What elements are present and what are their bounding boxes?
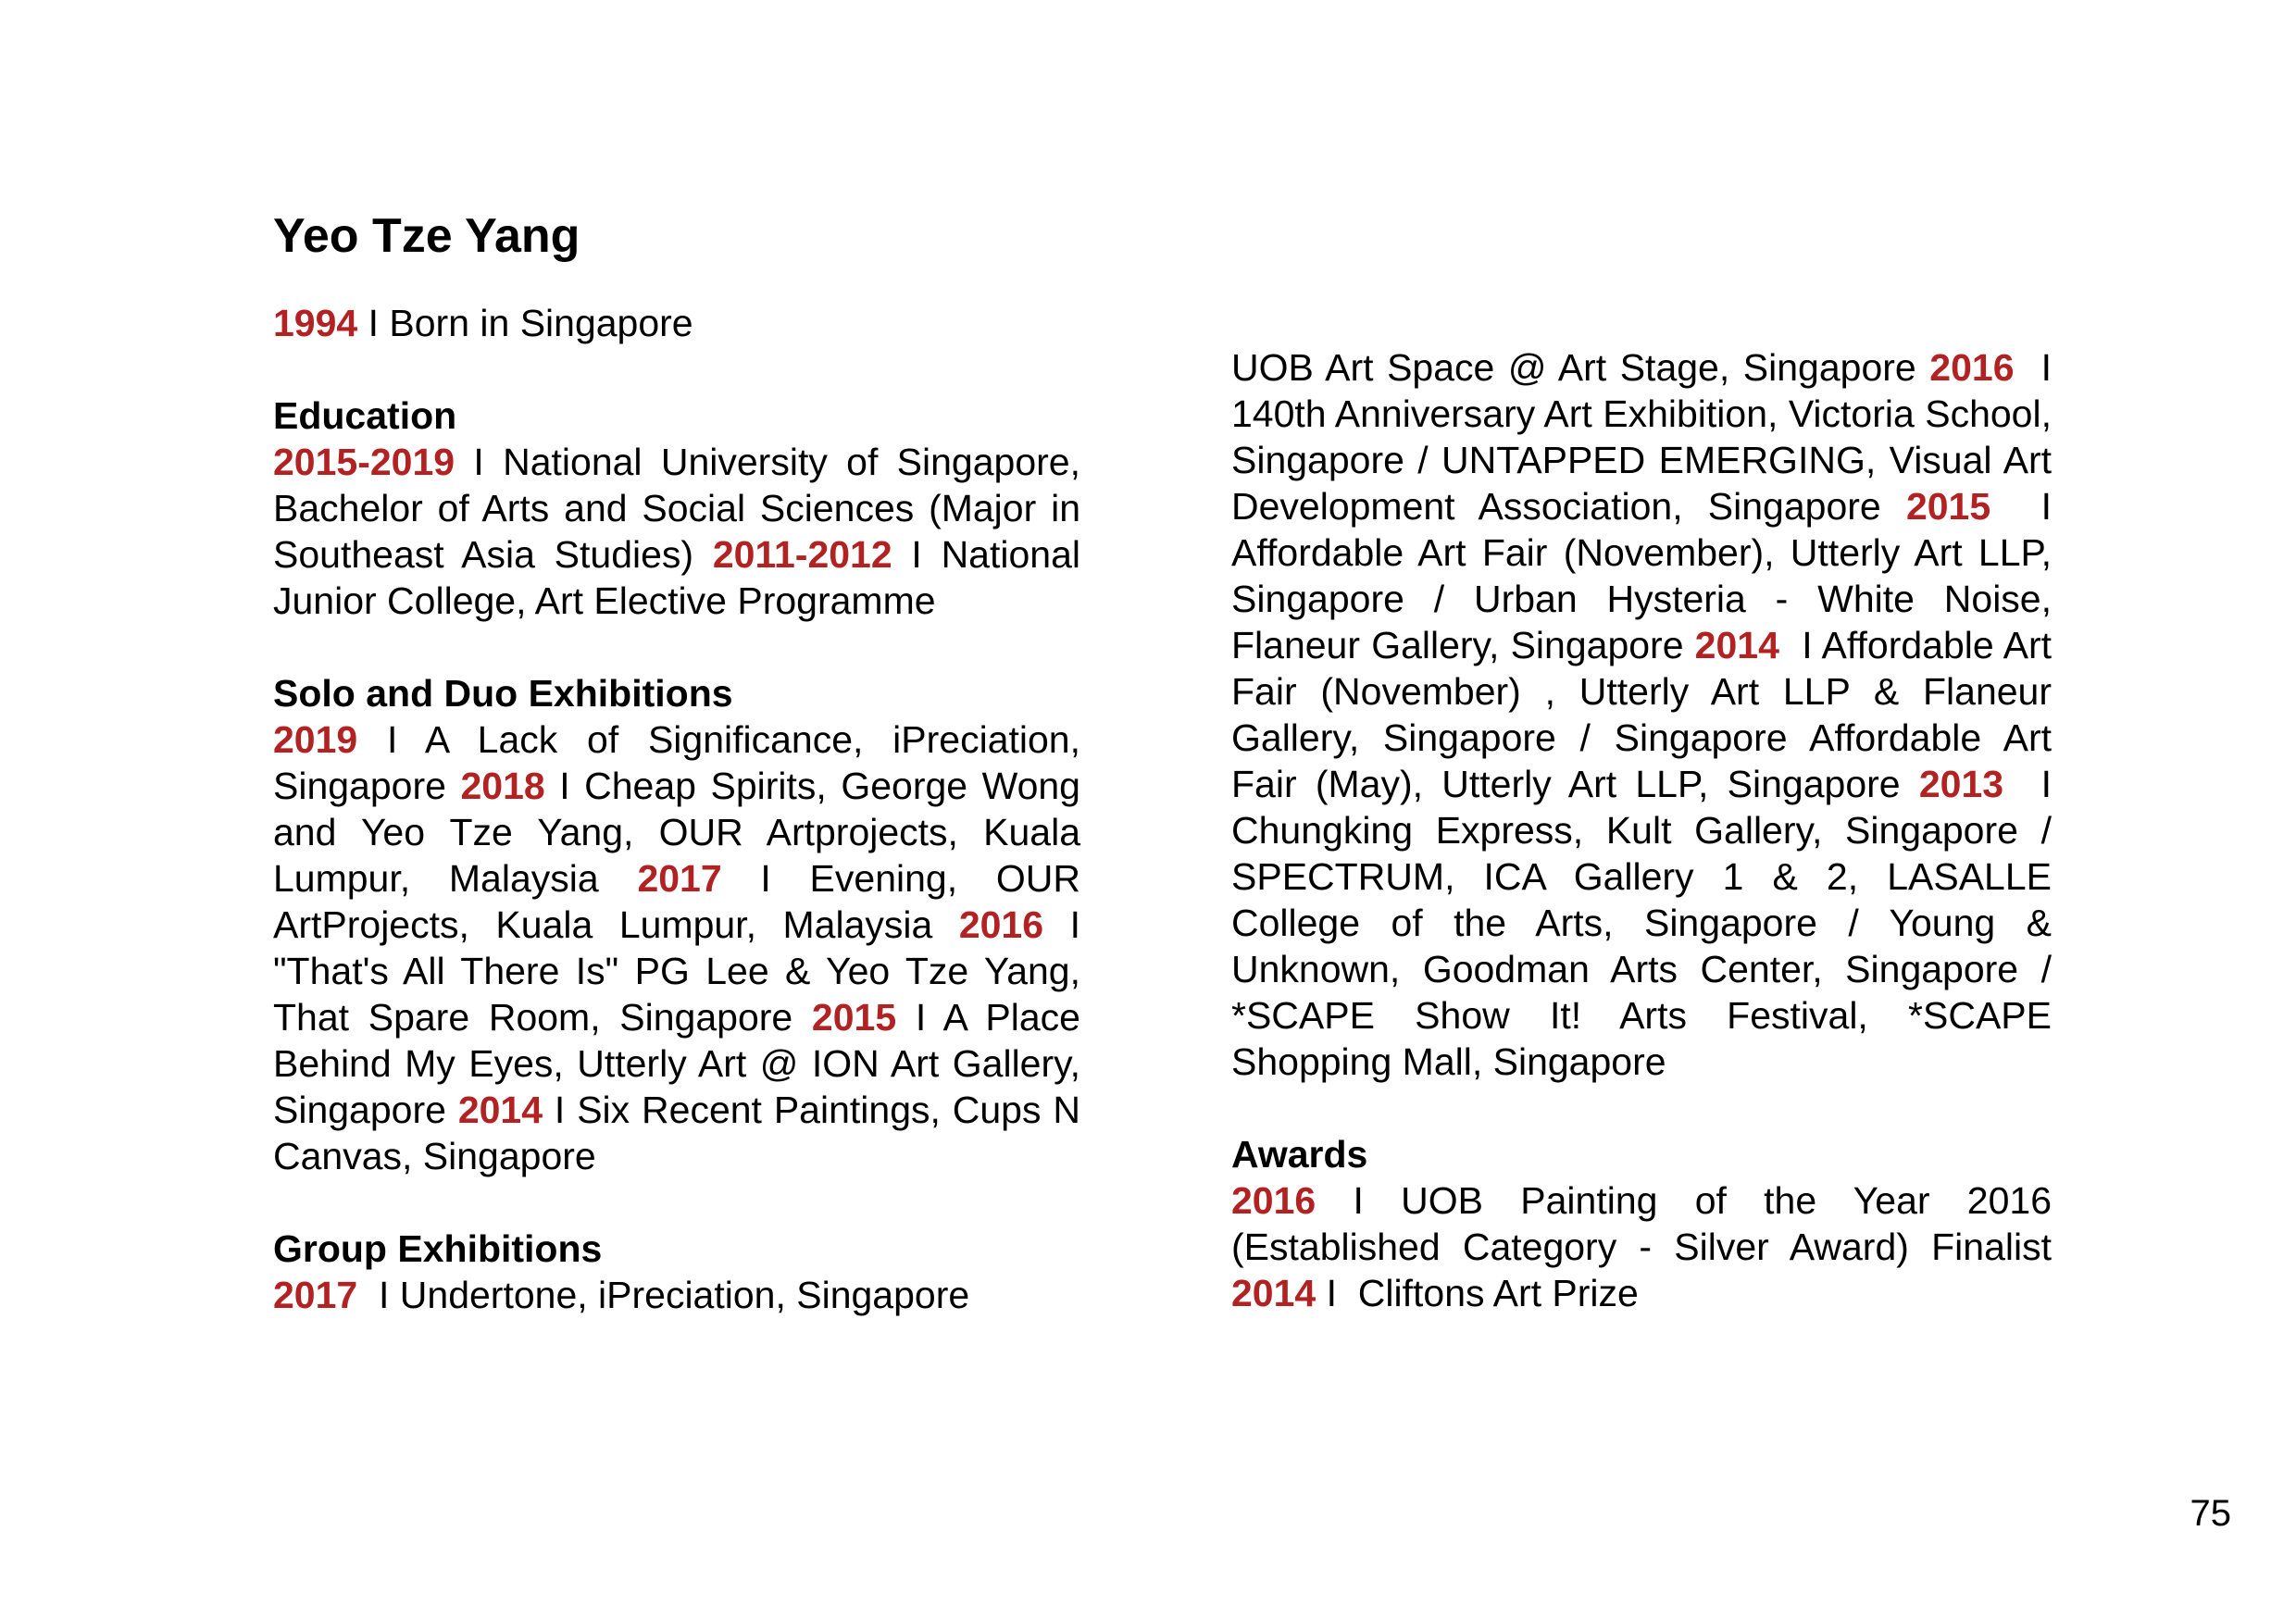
year-highlight: 2017 — [637, 857, 722, 900]
right-column — [1231, 344, 2052, 1363]
year-highlight: 2016 — [1929, 346, 2015, 389]
body-text: I UOB Painting of the Year 2016 (Established Category - Silver Award) Finalist — [1231, 1179, 2052, 1268]
awards-body — [1231, 1177, 2052, 1316]
body-text: I Evening, OUR ArtProjects, Kuala Lumpur, Malaysia — [273, 857, 1080, 946]
year-highlight: 2015 — [811, 996, 897, 1039]
group-exhibitions-continuation — [1231, 344, 2052, 1085]
education-heading: Education — [273, 394, 457, 437]
body-text: I National Junior College, Art Elective Programme — [273, 533, 1081, 622]
year-highlight: 1994 — [273, 302, 358, 344]
solo-duo-exhibitions-heading: Solo and Duo Exhibitions — [273, 672, 733, 715]
body-text: I Six Recent Paintings, Cups N Canvas, Singapore — [273, 1089, 1080, 1177]
section-education — [273, 392, 1080, 624]
section-awards — [1231, 1131, 2052, 1316]
year-highlight: 2011-2012 — [712, 533, 892, 576]
body-text: I A Place Behind My Eyes, Utterly Art @ ION Art Gallery, Singapore — [273, 996, 1080, 1131]
group-exhibitions-heading: Group Exhibitions — [273, 1227, 603, 1270]
body-text: I Undertone, iPreciation, Singapore — [357, 1274, 970, 1316]
born-line — [273, 300, 1080, 346]
group-exhibitions-body — [273, 1272, 1080, 1318]
body-text: I A Lack of Significance, iPreciation, Singapore — [273, 718, 1080, 807]
left-column — [273, 207, 1080, 1364]
section-group-exhibitions — [273, 1226, 1080, 1318]
body-text: I Cliftons Art Prize — [1316, 1272, 1639, 1314]
body-text: UOB Art Space @ Art Stage, Singapore — [1231, 346, 1930, 389]
artist-name: Yeo Tze Yang — [273, 209, 580, 263]
body-text: I 140th Anniversary Art Exhibition, Victoria School, Singapore / UNTAPPED EMERGING, Visual Art Development Association, Singapore — [1231, 346, 2052, 528]
body-text: I Chungking Express, Kult Gallery, Singapore / SPECTRUM, ICA Gallery 1 & 2, LASALLE College of the Arts, Singapore / Young & Unknown, Goodman Arts Center, Singapore / *SCAPE Show It! Arts Festival, *SCAPE Shopping Mall, Singapore — [1231, 763, 2052, 1083]
year-highlight: 2019 — [273, 718, 358, 761]
year-highlight: 2014 — [457, 1089, 543, 1131]
year-highlight: 2015-2019 — [273, 441, 455, 483]
year-highlight: 2014 — [1694, 624, 1779, 666]
body-text: I Born in Singapore — [357, 302, 693, 344]
body-text: I National University of Singapore, Bachelor of Arts and Social Sciences (Major in Southeast Asia Studies) — [273, 441, 1080, 576]
body-text: I Affordable Art Fair (November) , Utterly Art LLP & Flaneur Gallery, Singapore / Singapore Affordable Art Fair (May), Utterly Art LLP, Singapore — [1231, 624, 2052, 805]
education-body — [273, 439, 1080, 624]
year-highlight: 2017 — [273, 1274, 358, 1316]
awards-heading: Awards — [1231, 1133, 1368, 1176]
page-number: 75 — [2190, 1493, 2231, 1534]
solo-duo-exhibitions-body — [273, 716, 1080, 1179]
year-highlight: 2013 — [1918, 763, 2004, 805]
year-highlight: 2015 — [1905, 485, 1991, 528]
year-highlight: 2016 — [958, 903, 1044, 946]
year-highlight: 2018 — [460, 765, 545, 807]
body-text: I "That's All There Is" PG Lee & Yeo Tze Yang, That Spare Room, Singapore — [273, 903, 1080, 1039]
year-highlight: 2014 — [1231, 1272, 1316, 1314]
section-solo-duo-exhibitions — [273, 670, 1080, 1179]
body-text: I Affordable Art Fair (November), Utterly Art LLP, Singapore / Urban Hysteria - White Noise, Flaneur Gallery, Singapore — [1231, 485, 2052, 666]
body-text: I Cheap Spirits, George Wong and Yeo Tze Yang, OUR Artprojects, Kuala Lumpur, Malaysia — [273, 765, 1080, 900]
year-highlight: 2016 — [1231, 1179, 1316, 1222]
